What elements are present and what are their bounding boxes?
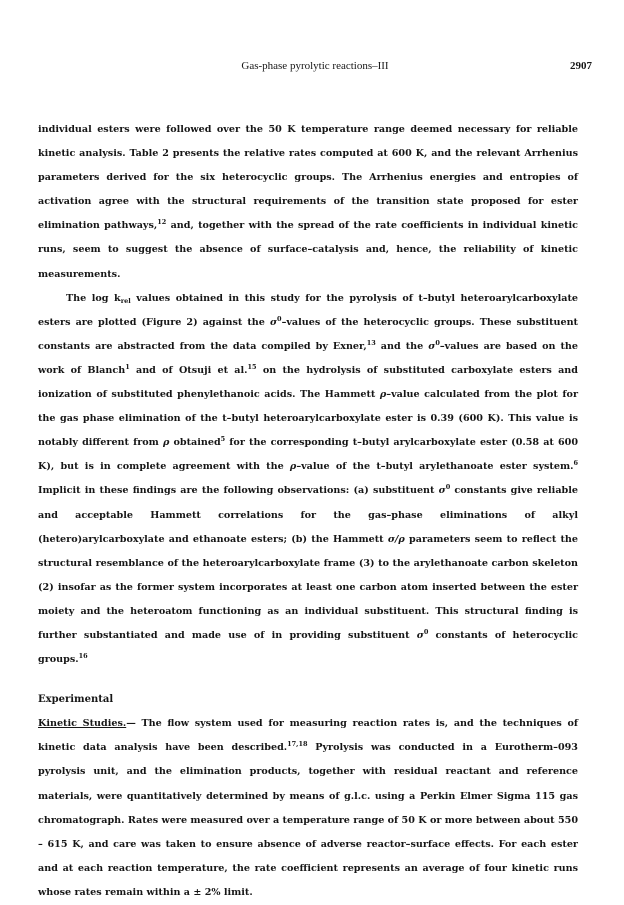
text-run: individual esters were followed over the 50 K temperature range deemed necessary for reliable kinetic analysis. Table 2 presents the relative rates computed at 600 K, and the relevant Arrhenius parameters derived for the six heterocyclic groups. The Arrhenius energies and entropies of activation agree with the structural requirements of the transition state proposed for ester elimination pathways,: [38, 124, 578, 232]
math-symbol: σ: [416, 629, 424, 641]
text-run: –value calculated from the plot for the gas phase elimination of the t–butyl heteroarylcarboxylate ester is 0.39 (600 K). This value is notably different from: [38, 389, 578, 449]
text-run: for the corresponding t–butyl arylcarboxylate ester (0.58 at 600 K), but is in complete agreement with the: [38, 437, 578, 473]
footnote-ref: 0: [423, 627, 429, 636]
footnote-ref: 15: [247, 362, 257, 371]
running-header: [38, 60, 592, 76]
section-heading-experimental: Experimental: [38, 694, 114, 706]
kinetic-studies-subheading: Kinetic Studies.: [38, 718, 127, 730]
text-run: and the: [375, 340, 429, 352]
text-run: The log k: [66, 292, 121, 304]
subscript: rel: [120, 296, 131, 305]
paragraph-1: [38, 118, 578, 287]
text-run: obtained: [169, 437, 221, 449]
math-symbol: σ: [428, 340, 436, 352]
text-run: constants of heterocyclic groups.: [38, 629, 579, 666]
text-run: constants give reliable and acceptable Hammett correlations for the gas–phase eliminations of alkyl (hetero)arylcarboxylate and ethanoate esters; (b) the Hammett: [38, 485, 578, 545]
paragraph-2: [38, 287, 578, 673]
footnote-ref: 16: [78, 652, 88, 661]
footnote-ref: 17,18: [287, 740, 308, 749]
page-number: 2907: [570, 60, 592, 72]
paragraph-kinetic-studies: [38, 712, 578, 905]
text-run: and of Otsuji et al.: [129, 364, 248, 376]
subheading-dash: —: [126, 718, 136, 730]
running-title: Gas-phase pyrolytic reactions–III: [241, 60, 389, 72]
math-symbol: σ/ρ: [387, 533, 405, 545]
footnote-ref: 13: [366, 338, 376, 347]
math-symbol: ρ: [162, 437, 170, 449]
text-run: –values of the heterocyclic groups. These substituent constants are abstracted from the data compiled by Exner,: [38, 316, 578, 352]
text-run: The flow system used for measuring reaction rates is, and the techniques of kinetic data analysis have been described.: [38, 718, 578, 754]
math-symbol: ρ: [379, 389, 387, 401]
text-run: Implicit in these findings are the following observations: (a) substituent: [38, 485, 439, 497]
text-run: Pyrolysis was conducted in a Eurotherm–093 pyrolysis unit, and the elimination products, together with residual reactant and reference materials, were quantitatively determined by means of g.l.c. using a Perkin Elmer Sigma 115 gas chromatograph. Rates were measured over a temperature range of 50 K or more between about 550 – 615 K, and care was taken to ensure absence of adverse reactor–surface effects. For each ester and at each reaction temperature, the rate coefficient represents an average of four kinetic runs whose rates remain within a ± 2% limit.: [38, 742, 578, 898]
text-run: values obtained in this study for the pyrolysis of t–butyl heteroarylcarboxylate esters are plotted (Figure 2) against the: [38, 292, 578, 328]
text-run: parameters seem to reflect the structural resemblance of the heteroarylcarboxylate frame (3) to the arylethanoate carbon skeleton (2) insofar as the former system incorporates at least one carbon atom inserted between the ester moiety and the heteroatom functioning as an individual substituent. This structural finding is further substantiated and made use of in providing substituent: [38, 533, 578, 641]
text-run: –value of the t–butyl arylethanoate ester system.: [296, 461, 574, 473]
body-text: [38, 118, 578, 905]
footnote-ref: 0: [435, 338, 440, 347]
text-run: –values are based on the work of Blanch: [38, 340, 578, 376]
math-symbol: σ: [438, 485, 446, 497]
footnote-ref: 0: [277, 314, 282, 323]
kinetic-studies-text: [38, 718, 578, 898]
footnote-ref: 1: [125, 362, 130, 371]
footnote-ref: 12: [157, 218, 167, 227]
math-symbol: ρ: [289, 461, 297, 473]
footnote-ref: 5: [220, 435, 226, 444]
text-run: and, together with the spread of the rate coefficients in individual kinetic runs, seem to suggest the absence of surface–catalysis and, hence, the reliability of kinetic measurements.: [38, 220, 578, 280]
text-run: on the hydrolysis of substituted carboxylate esters and ionization of substituted phenylethanoic acids. The Hammett: [38, 364, 578, 401]
footnote-ref: 0: [445, 483, 451, 492]
math-symbol: σ: [269, 316, 278, 328]
footnote-ref: 6: [573, 459, 578, 468]
